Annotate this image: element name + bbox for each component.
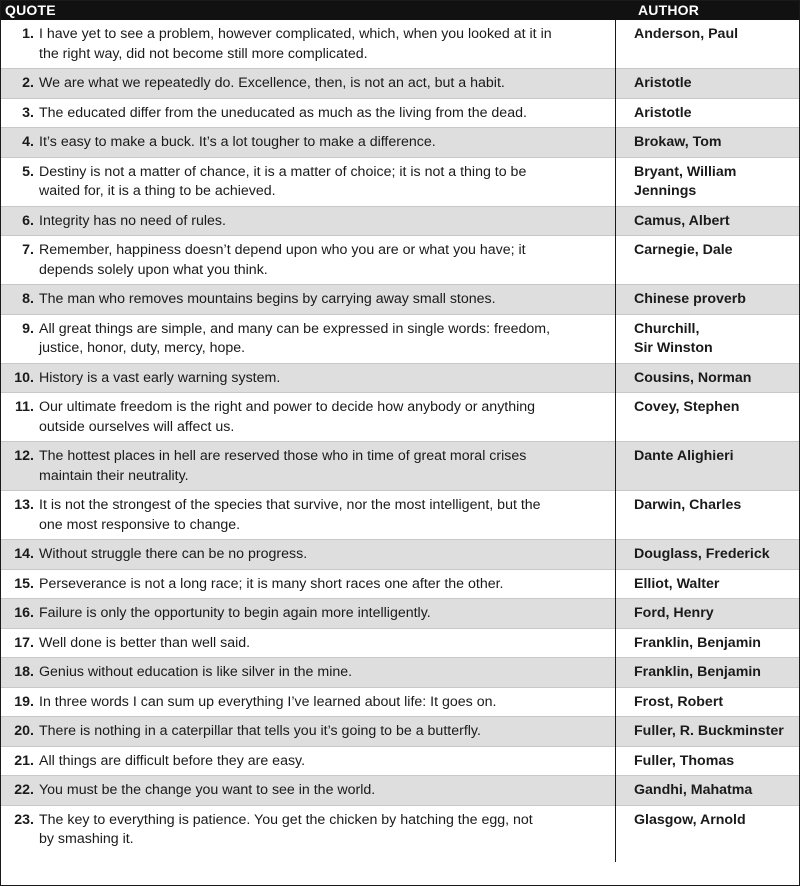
author-name: Franklin, Benjamin: [634, 664, 761, 680]
quote-column-header: QUOTE: [5, 2, 56, 18]
table-row: [1, 806, 799, 862]
table-row: [1, 658, 799, 688]
author-name: Dante Alighieri: [634, 448, 734, 464]
author-name: Aristotle: [634, 75, 692, 91]
quote-text: Genius without education is like silver in the mine.: [39, 664, 353, 680]
author-name: Camus, Albert: [634, 212, 730, 229]
row-number: 23.: [14, 811, 34, 828]
table-row: [1, 629, 799, 659]
row-number: 15.: [14, 575, 34, 592]
author-name: Frost, Robert: [634, 693, 724, 710]
table-row: [1, 285, 799, 315]
quote-text: You must be the change you want to see in the world.: [39, 782, 376, 798]
author-name: Douglass, Frederick: [634, 546, 770, 562]
row-number: 4.: [22, 134, 34, 150]
row-number: 18.: [14, 664, 34, 680]
table-row: [1, 540, 799, 570]
row-number: 10.: [14, 369, 34, 386]
table-row: [1, 393, 799, 442]
quote-text: History is a vast early warning system.: [39, 369, 281, 386]
table-row: [1, 99, 799, 129]
table-body: [1, 20, 799, 862]
row-number: 22.: [14, 782, 34, 798]
author-name: Covey, Stephen: [634, 399, 740, 415]
author-name: Chinese proverb: [634, 291, 746, 307]
quote-text: Remember, happiness doesn’t depend upon who you are or what you have; it depends solely upon what you think.: [39, 242, 526, 278]
table-row: [1, 69, 799, 99]
table-row: [1, 747, 799, 777]
column-divider: [615, 20, 616, 862]
row-number: 2.: [22, 75, 34, 91]
row-number: 9.: [22, 320, 34, 337]
row-number: 8.: [22, 291, 34, 307]
quote-text: The educated differ from the uneducated as much as the living from the dead.: [39, 104, 527, 121]
quote-text: All things are difficult before they are easy.: [39, 752, 306, 769]
row-number: 1.: [22, 26, 34, 42]
table-row: [1, 236, 799, 285]
quote-text: Failure is only the opportunity to begin again more intelligently.: [39, 605, 431, 621]
author-name: Ford, Henry: [634, 605, 714, 621]
author-name: Brokaw, Tom: [634, 134, 722, 150]
row-number: 7.: [22, 242, 34, 258]
row-number: 14.: [14, 546, 34, 562]
row-number: 20.: [14, 723, 34, 739]
author-name: Gandhi, Mahatma: [634, 782, 753, 798]
author-name: Glasgow, Arnold: [634, 811, 746, 828]
quote-text: The key to everything is patience. You get the chicken by hatching the egg, not by smashing it.: [39, 811, 533, 848]
row-number: 17.: [14, 634, 34, 651]
table-row: [1, 158, 799, 207]
author-name: Fuller, R. Buckminster: [634, 723, 784, 739]
quote-text: All great things are simple, and many can be expressed in single words: freedom, justice, honor, duty, mercy, hope.: [39, 320, 551, 357]
author-name: Bryant, William Jennings: [634, 163, 737, 200]
quote-text: It is not the strongest of the species that survive, nor the most intelligent, but the one most responsive to change.: [39, 497, 541, 533]
quote-text: In three words I can sum up everything I’ve learned about life: It goes on.: [39, 693, 497, 710]
quote-text: The man who removes mountains begins by carrying away small stones.: [39, 291, 496, 307]
author-name: Elliot, Walter: [634, 575, 720, 592]
quote-text: It’s easy to make a buck. It’s a lot tougher to make a difference.: [39, 134, 436, 150]
author-name: Churchill, Sir Winston: [634, 320, 713, 357]
table-row: [1, 570, 799, 600]
quote-text: Integrity has no need of rules.: [39, 212, 226, 229]
table-row: [1, 20, 799, 69]
quote-text: Perseverance is not a long race; it is many short races one after the other.: [39, 575, 504, 592]
row-number: 19.: [14, 693, 34, 710]
row-number: 6.: [22, 212, 34, 229]
table-row: [1, 128, 799, 158]
table-row: [1, 315, 799, 364]
author-name: Carnegie, Dale: [634, 242, 733, 258]
table-row: [1, 688, 799, 718]
quote-text: Well done is better than well said.: [39, 634, 251, 651]
row-number: 3.: [22, 104, 34, 121]
row-number: 21.: [14, 752, 34, 769]
author-name: Darwin, Charles: [634, 497, 742, 513]
row-number: 5.: [22, 163, 34, 180]
author-name: Aristotle: [634, 104, 692, 121]
quote-text: I have yet to see a problem, however complicated, which, when you looked at it in the right way, did not become still more complicated.: [39, 26, 552, 62]
quote-text: Our ultimate freedom is the right and power to decide how anybody or anything outside ourselves will affect us.: [39, 399, 536, 435]
table-row: [1, 491, 799, 540]
author-name: Fuller, Thomas: [634, 752, 735, 769]
quote-text: There is nothing in a caterpillar that tells you it’s going to be a butterfly.: [39, 723, 481, 739]
table-row: [1, 717, 799, 747]
author-name: Anderson, Paul: [634, 26, 739, 42]
table-row: [1, 364, 799, 394]
quote-text: Destiny is not a matter of chance, it is a matter of choice; it is not a thing to be waited for, it is a thing to be achieved.: [39, 163, 527, 200]
author-name: Franklin, Benjamin: [634, 634, 761, 651]
quote-text: Without struggle there can be no progress.: [39, 546, 308, 562]
row-number: 13.: [14, 497, 34, 513]
row-number: 16.: [14, 605, 34, 621]
table-row: [1, 776, 799, 806]
quote-text: We are what we repeatedly do. Excellence, then, is not an act, but a habit.: [39, 75, 505, 91]
table-row: [1, 599, 799, 629]
row-number: 12.: [14, 448, 34, 464]
table-row: [1, 207, 799, 237]
table-row: [1, 442, 799, 491]
quote-text: The hottest places in hell are reserved those who in time of great moral crises maintain their neutrality.: [39, 448, 527, 484]
author-column-header: AUTHOR: [638, 2, 700, 18]
author-name: Cousins, Norman: [634, 369, 752, 386]
table-header: [1, 1, 799, 20]
row-number: 11.: [15, 399, 34, 415]
